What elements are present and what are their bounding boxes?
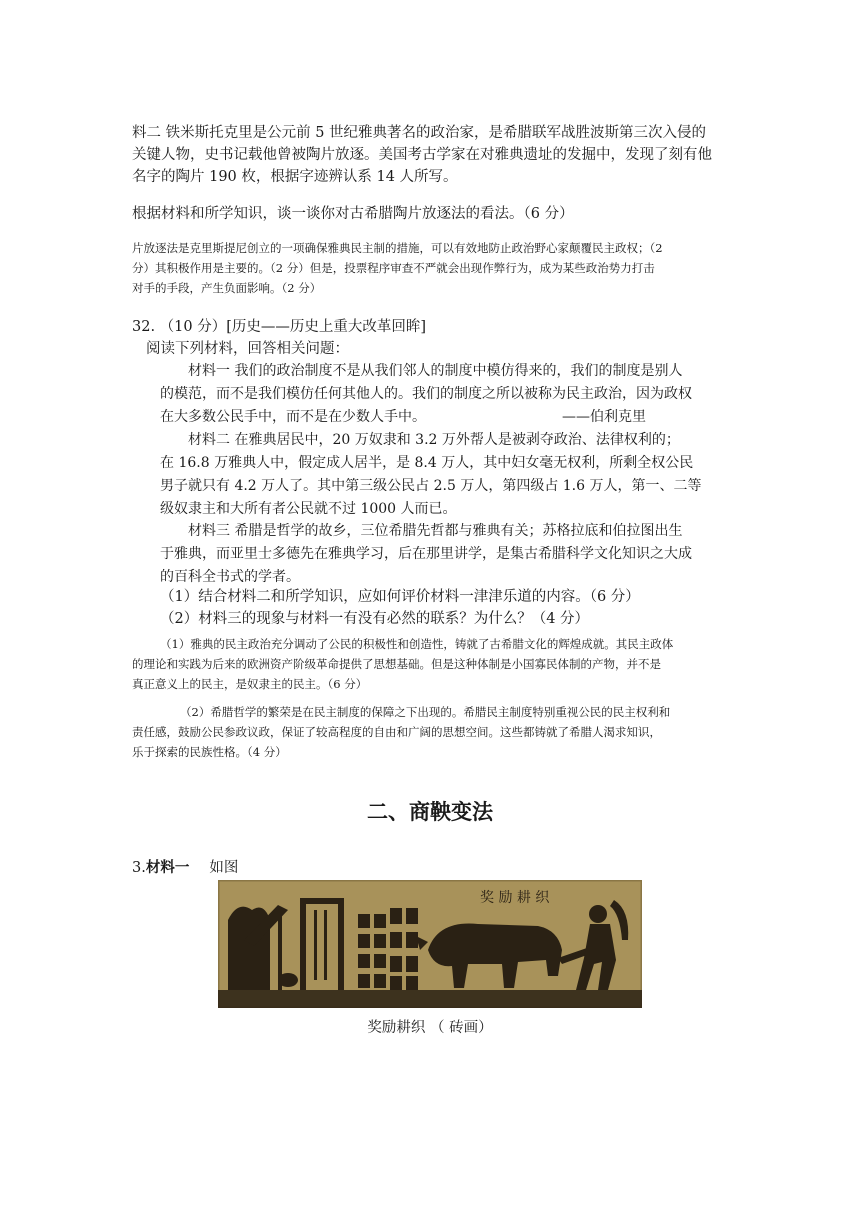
instruction: 阅读下列材料，回答相关问题： (146, 341, 349, 357)
material-2 (160, 429, 732, 521)
text-line: 关键人物，史书记载他曾被陶片放逐。美国考古学家在对雅典遗址的发掘中，发现了刻有他 (132, 147, 712, 163)
material-line: 在大多数公民手中，而不是在少数人手中。 (160, 409, 426, 425)
material-line: 在 16.8 万雅典人中，假定成人居半，是 8.4 万人，其中妇女毫无权利，所剩全权公民 (160, 455, 694, 471)
answer-line: 真正意义上的民主，是奴隶主的民主。（6 分） (132, 677, 368, 691)
material-line: 的百科全书式的学者。 (160, 569, 300, 585)
material-source: ——伯利克里 (562, 409, 646, 425)
brick-painting-illustration (218, 880, 642, 1008)
answer-line: （2）希腊哲学的繁荣是在民主制度的保障之下出现的。希腊民主制度特别重视公民的民主权利和 (180, 705, 671, 719)
material-3 (160, 520, 732, 589)
question-text: 根据材料和所学知识，谈一谈你对古希腊陶片放逐法的看法。（6 分） (132, 206, 574, 222)
material-line: 的模范，而不是我们模仿任何其他人的。我们的制度之所以被称为民主政治，因为政权 (160, 386, 692, 402)
sub-question-1: （1）结合材料二和所学知识，应如何评价材料一津津乐道的内容。（6 分） (160, 589, 640, 605)
answer-line: 乐于探索的民族性格。（4 分） (132, 745, 287, 759)
answer-line: 对手的手段，产生负面影响。（2 分） (132, 281, 322, 295)
material-line: 于雅典，而亚里士多德先在雅典学习，后在那里讲学，是集古希腊科学文化知识之大成 (160, 546, 692, 562)
answer-32 (132, 634, 732, 762)
section-title: 二、商鞅变法 (367, 800, 493, 824)
material-line: 材料二 在雅典居民中，20 万奴隶和 3.2 万外帮人是被剥夺政治、法律权利的； (188, 432, 680, 448)
text-line: 料二 铁米斯托克里是公元前 5 世纪雅典著名的政治家，是希腊联军战胜波斯第三次入侵的 (132, 125, 707, 141)
question-a (132, 203, 732, 225)
answer-line: 责任感，鼓励公民参政议政，保证了较高程度的自由和广阔的思想空间。这些都铸就了希腊人渴求知识， (132, 725, 661, 739)
text-line: 名字的陶片 190 枚，根据字迹辨认系 14 人所写。 (132, 169, 458, 185)
answer-line: 片放逐法是克里斯提尼创立的一项确保雅典民主制的措施，可以有效地防止政治野心家颠覆民主政权；（2 (132, 241, 663, 255)
sub-questions (160, 586, 732, 630)
answer-line: 分）其积极作用是主要的。（2 分）但是，投票程序审查不严就会出现作弊行为，成为某些政治势力打击 (132, 261, 655, 275)
answer-a (132, 238, 732, 298)
question-32 (132, 316, 732, 360)
material-label: 材料一 (145, 859, 190, 876)
material-line: 材料三 希腊是哲学的故乡，三位希腊先哲都与雅典有关；苏格拉底和伯拉图出生 (188, 523, 683, 539)
material-line: 材料一 我们的政治制度不是从我们邻人的制度中模仿得来的，我们的制度是别人 (188, 363, 683, 379)
figure-caption: 奖励耕织 （ 砖画） (367, 1020, 493, 1036)
brick-painting-image (218, 880, 642, 1008)
material-line: 级奴隶主和大所有者公民就不过 1000 人而已。 (160, 501, 457, 517)
answer-line: （1）雅典的民主政治充分调动了公民的积极性和创造性，铸就了古希腊文化的辉煌成就。其民主政体 (160, 637, 674, 651)
material-1 (160, 360, 732, 429)
material-text: 如图 (209, 860, 239, 876)
question-3-label (132, 856, 238, 877)
answer-line: 的理论和实践为后来的欧洲资产阶级革命提供了思想基础。但是这种体制是小国寡民体制的产物，并不是 (132, 657, 661, 671)
material-2-passage (132, 122, 732, 188)
question-number: 3. (132, 860, 146, 876)
figure-inscription: 奖 励 耕 织 (480, 890, 550, 906)
question-header: 32. （10 分）[历史——历史上重大改革回眸] (132, 319, 427, 335)
sub-question-2: （2）材料三的现象与材料一有没有必然的联系？为什么？（4 分） (160, 611, 590, 627)
material-line: 男子就只有 4.2 万人了。其中第三级公民占 2.5 万人，第四级占 1.6 万人，第一、二等 (160, 478, 702, 494)
